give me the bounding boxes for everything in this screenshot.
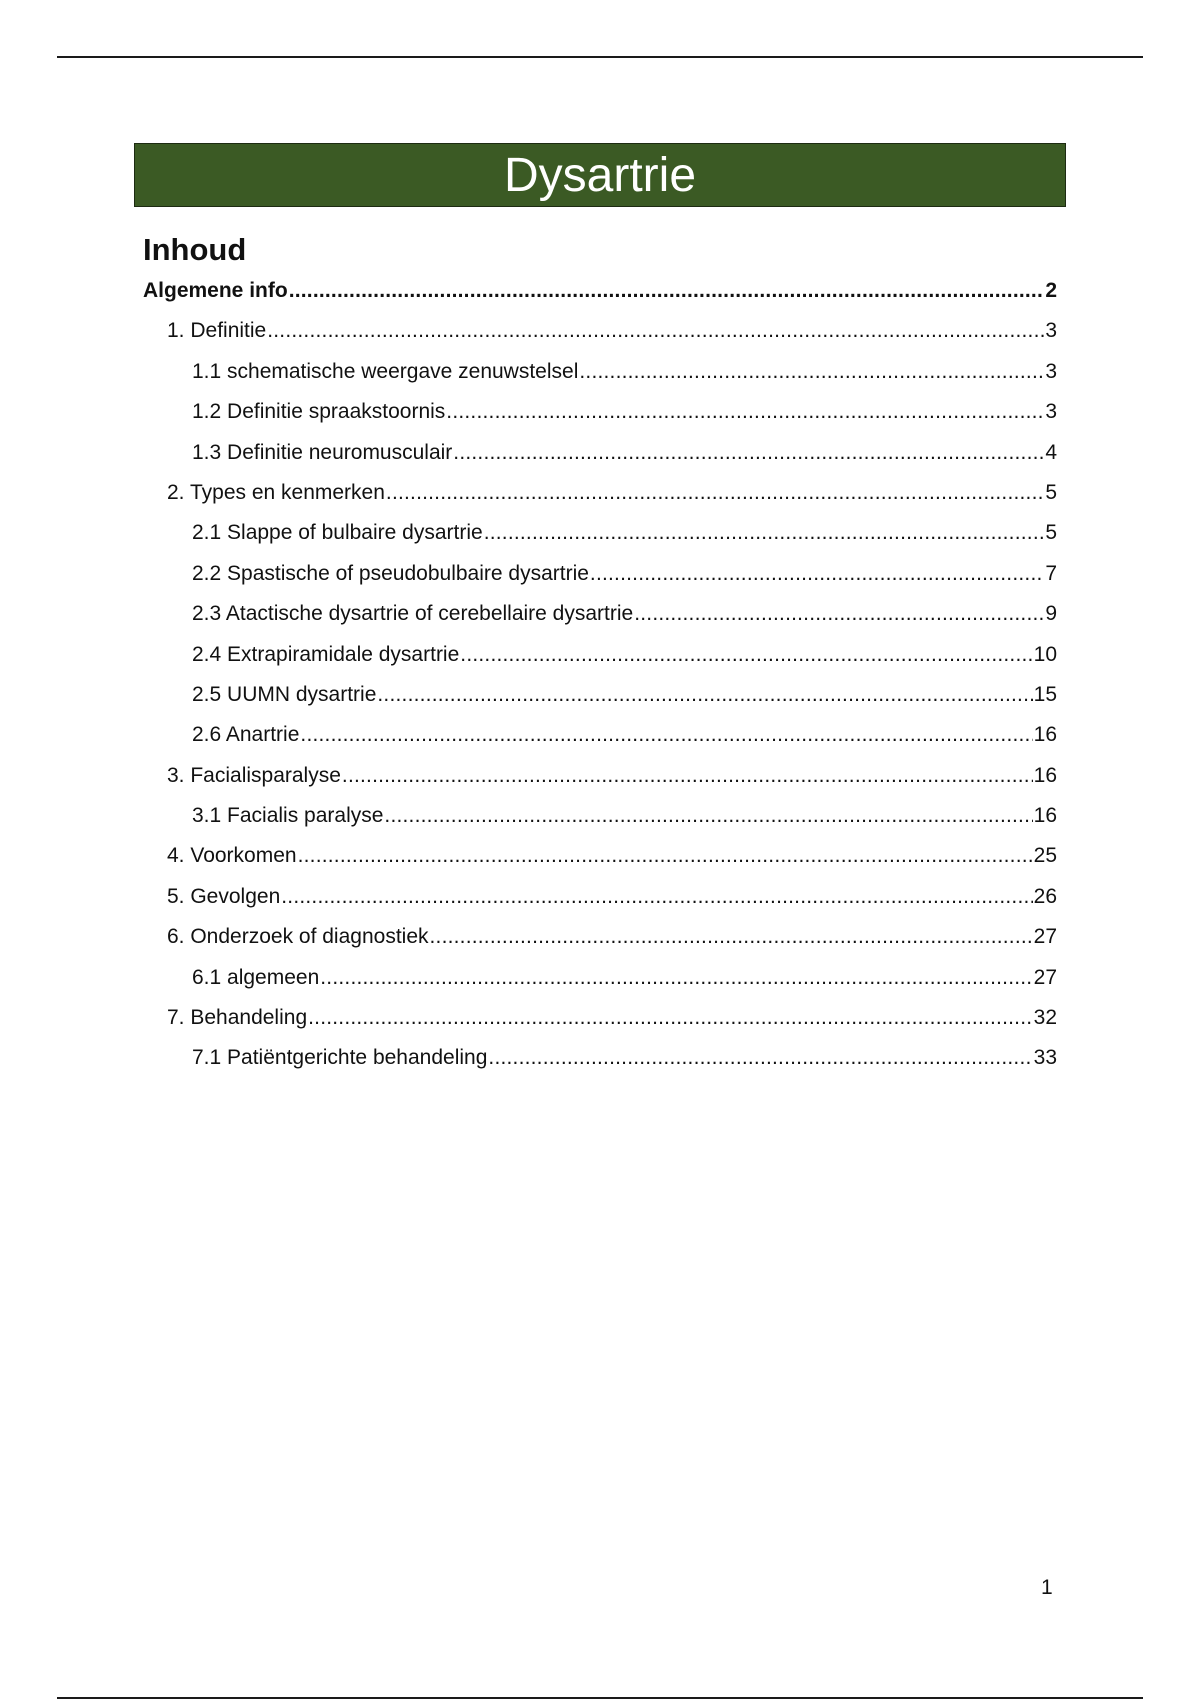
toc-entry-label: 2.3 Atactische dysartrie of cerebellaire dysartrie	[192, 602, 634, 626]
toc-entry-page: 5	[1045, 480, 1057, 504]
toc-entry[interactable]	[143, 1006, 1057, 1046]
toc-entry[interactable]	[143, 723, 1057, 763]
toc-entry-page: 3	[1045, 359, 1057, 383]
toc-entry-label: 1.2 Definitie spraakstoornis	[192, 400, 446, 424]
toc-entry-label: 2.4 Extrapiramidale dysartrie	[192, 642, 460, 666]
toc-dot-leader	[384, 804, 1032, 828]
document-title: Dysartrie	[503, 149, 697, 202]
toc-dot-leader	[320, 966, 1032, 990]
footer-rule	[57, 1697, 1143, 1699]
toc-entry-page: 3	[1045, 319, 1057, 343]
toc-entry-label: 2.2 Spastische of pseudobulbaire dysartrie	[192, 561, 589, 585]
toc-entry[interactable]	[143, 966, 1057, 1006]
toc-entry[interactable]	[143, 360, 1057, 400]
toc-dot-leader	[488, 1046, 1032, 1070]
toc-entry-page: 27	[1033, 925, 1057, 949]
toc-dot-leader	[298, 844, 1033, 868]
toc-dot-leader	[634, 602, 1044, 626]
toc-dot-leader	[281, 885, 1032, 909]
toc-entry-page: 10	[1033, 642, 1057, 666]
toc-entry-label: 2. Types en kenmerken	[167, 480, 385, 504]
toc-entry-label: 3. Facialisparalyse	[167, 763, 341, 787]
toc-entry-label: 2.1 Slappe of bulbaire dysartrie	[192, 521, 483, 545]
toc-entry-label: 5. Gevolgen	[167, 884, 281, 908]
toc-entry[interactable]	[143, 319, 1057, 359]
toc-dot-leader	[430, 925, 1033, 949]
toc-entry-label: 1. Definitie	[167, 319, 267, 343]
toc-entry[interactable]	[143, 925, 1057, 965]
toc-entry[interactable]	[143, 400, 1057, 440]
toc-entry-label: 6. Onderzoek of diagnostiek	[167, 925, 429, 949]
toc-entry-label: 6.1 algemeen	[192, 965, 320, 989]
toc-entry[interactable]	[143, 885, 1057, 925]
toc-entry-page: 25	[1033, 844, 1057, 868]
toc-entry-page: 4	[1045, 440, 1057, 464]
toc-entry[interactable]	[143, 481, 1057, 521]
toc-entry-label: 2.6 Anartrie	[192, 723, 300, 747]
toc-entry-page: 32	[1033, 1006, 1057, 1030]
toc-entry[interactable]	[143, 441, 1057, 481]
table-of-contents	[143, 279, 1057, 1087]
toc-entry[interactable]	[143, 683, 1057, 723]
header-rule	[57, 56, 1143, 58]
toc-dot-leader	[579, 360, 1044, 384]
toc-entry-label: 4. Voorkomen	[167, 844, 297, 868]
toc-dot-leader	[460, 643, 1032, 667]
toc-dot-leader	[386, 481, 1044, 505]
toc-dot-leader	[377, 683, 1032, 707]
toc-dot-leader	[590, 562, 1044, 586]
toc-entry-page: 3	[1045, 400, 1057, 424]
toc-entry-page: 9	[1045, 602, 1057, 626]
toc-entry[interactable]	[143, 643, 1057, 683]
toc-entry[interactable]	[143, 521, 1057, 561]
toc-entry[interactable]	[143, 562, 1057, 602]
toc-entry-page: 16	[1033, 723, 1057, 747]
toc-entry[interactable]	[143, 1046, 1057, 1086]
toc-entry[interactable]	[143, 844, 1057, 884]
toc-entry[interactable]	[143, 804, 1057, 844]
title-banner	[134, 143, 1066, 207]
toc-heading: Inhoud	[143, 232, 247, 267]
toc-entry-page: 16	[1033, 804, 1057, 828]
toc-entry-label: 3.1 Facialis paralyse	[192, 804, 384, 828]
toc-dot-leader	[300, 723, 1032, 747]
toc-entry-label: 1.1 schematische weergave zenuwstelsel	[192, 359, 579, 383]
toc-entry[interactable]	[143, 602, 1057, 642]
toc-entry-label: 2.5 UUMN dysartrie	[192, 682, 377, 706]
toc-dot-leader	[342, 764, 1033, 788]
toc-entry-label: 7.1 Patiëntgerichte behandeling	[192, 1046, 488, 1070]
toc-entry-page: 26	[1033, 884, 1057, 908]
toc-entry[interactable]	[143, 764, 1057, 804]
toc-entry-page: 7	[1045, 561, 1057, 585]
page-number: 1	[1041, 1576, 1053, 1599]
toc-dot-leader	[446, 400, 1044, 424]
toc-entry-label: 1.3 Definitie neuromusculair	[192, 440, 453, 464]
toc-entry-page: 15	[1033, 682, 1057, 706]
toc-dot-leader	[289, 279, 1045, 303]
toc-entry-page: 27	[1033, 965, 1057, 989]
toc-dot-leader	[267, 319, 1044, 343]
toc-entry[interactable]	[143, 279, 1057, 319]
toc-dot-leader	[484, 521, 1045, 545]
toc-entry-label: 7. Behandeling	[167, 1006, 308, 1030]
toc-entry-page: 2	[1045, 279, 1057, 302]
toc-entry-label: Algemene info	[143, 279, 288, 302]
toc-entry-page: 33	[1033, 1046, 1057, 1070]
toc-entry-page: 16	[1033, 763, 1057, 787]
toc-dot-leader	[453, 441, 1044, 465]
toc-dot-leader	[308, 1006, 1033, 1030]
toc-entry-page: 5	[1045, 521, 1057, 545]
